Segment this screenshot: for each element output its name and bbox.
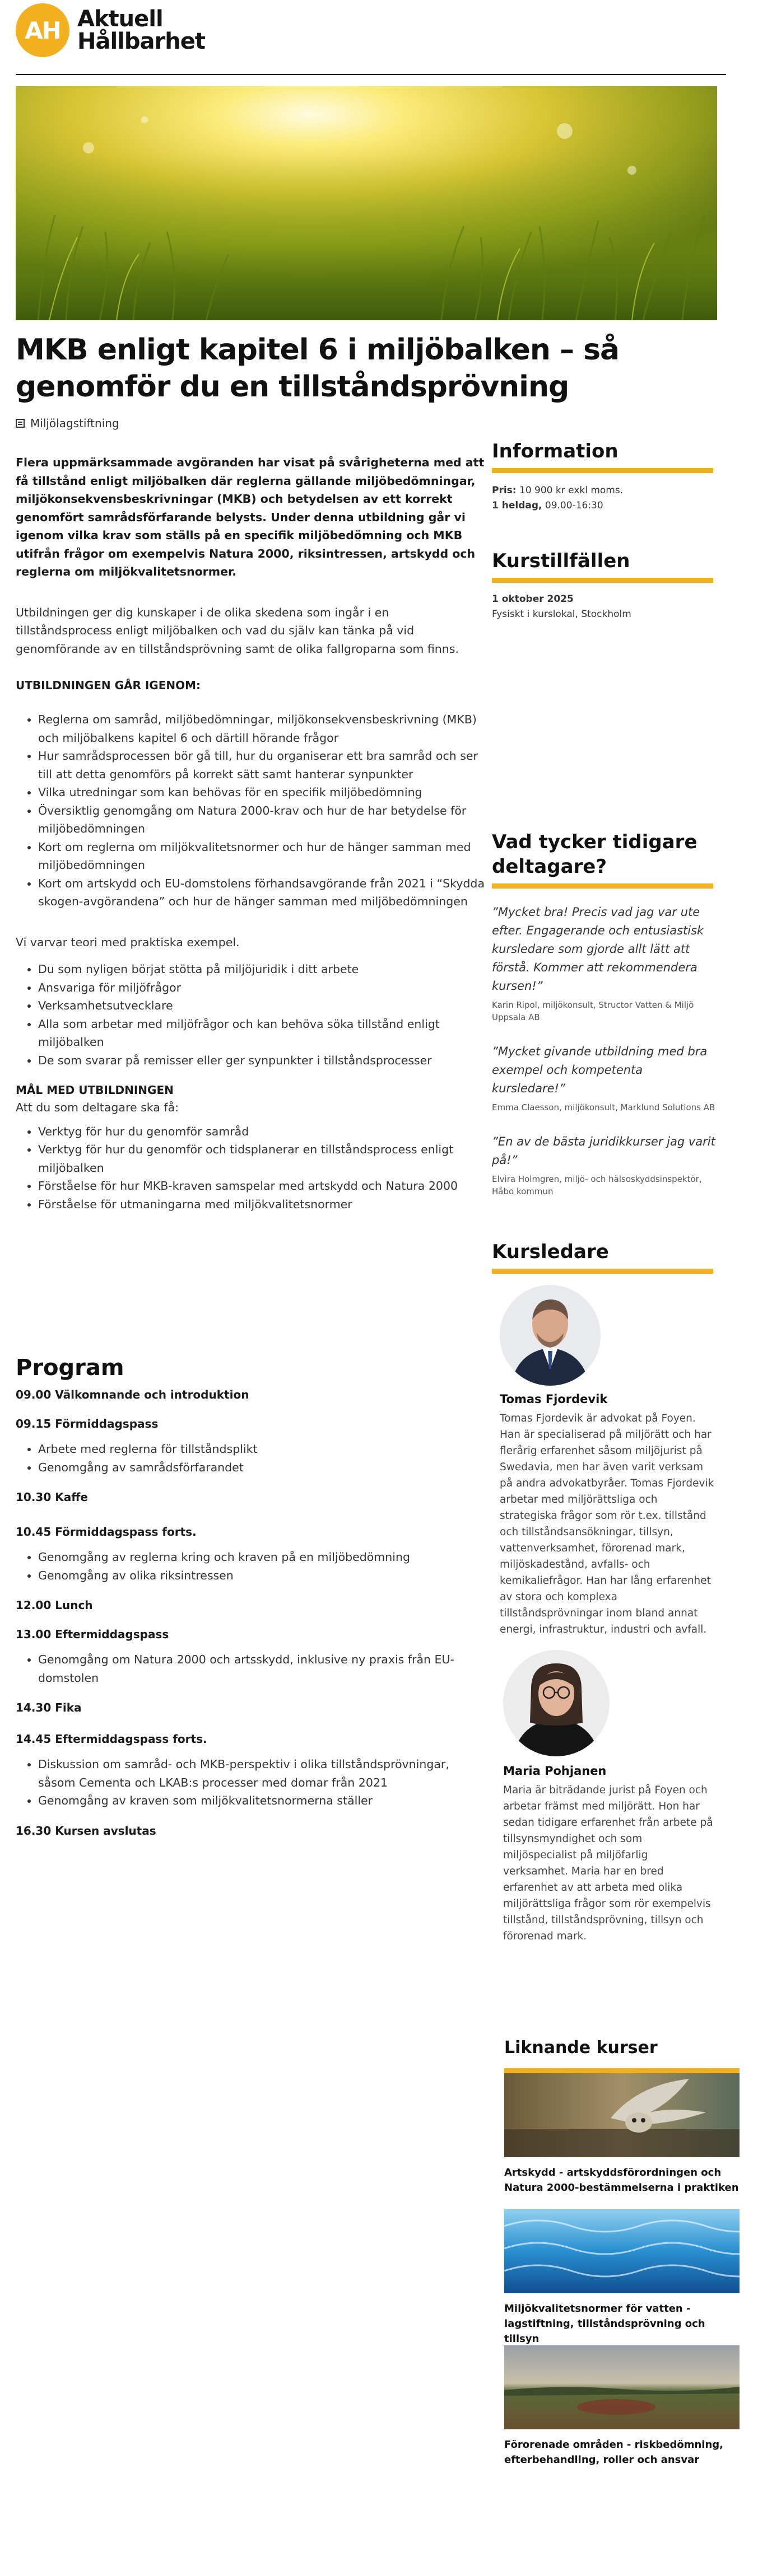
owl-illustration bbox=[504, 2073, 740, 2157]
info-box bbox=[492, 439, 716, 513]
landscape-illustration bbox=[504, 2345, 740, 2429]
teacher-name: Tomas Fjordevik bbox=[500, 1392, 608, 1406]
teacher-portrait-2 bbox=[503, 1650, 610, 1756]
goals-list bbox=[16, 1123, 486, 1214]
goals-heading: MÅL MED UTBILDNINGEN bbox=[16, 1083, 174, 1097]
list-item: • Förståelse för hur MKB-kraven samspelar med artskydd och Natura 2000 bbox=[38, 1177, 486, 1195]
list-item: • Genomgång av reglerna kring och kraven på en miljöbedömning bbox=[38, 1548, 486, 1567]
price-value: 10 900 kr exkl moms. bbox=[519, 485, 624, 496]
list-item: • Verktyg för hur du genomför och tidsplanerar en tillståndsprocess enligt miljöbalken bbox=[38, 1140, 486, 1177]
list-item: • Verktyg för hur du genomför samråd bbox=[38, 1123, 486, 1141]
similar-course-card[interactable] bbox=[504, 2209, 740, 2346]
program-heading: Program bbox=[16, 1355, 124, 1381]
accent-bar bbox=[492, 578, 713, 583]
list-item: • Arbete med reglerna för tillståndsplikt bbox=[38, 1440, 486, 1458]
program-slot: 13.00 Eftermiddagspass bbox=[16, 1628, 169, 1641]
list-item: • Vilka utredningar som kan behövas för en specifik miljöbedömning bbox=[38, 783, 486, 802]
program-slot: 09.00 Välkomnande och introduktion bbox=[16, 1388, 249, 1401]
building-icon bbox=[16, 419, 25, 428]
header-divider bbox=[16, 74, 726, 75]
list-item: • De som svarar på remisser eller ger synpunkter i tillståndsprocesser bbox=[38, 1051, 486, 1070]
duration-value: 09.00-16:30 bbox=[545, 500, 603, 511]
logo-line-1: Aktuell bbox=[77, 6, 163, 32]
teachers bbox=[492, 1240, 716, 1944]
hero-image bbox=[16, 86, 717, 320]
program-slot-items bbox=[16, 1548, 486, 1584]
teacher-portrait-1 bbox=[500, 1285, 601, 1386]
card-image bbox=[504, 2073, 740, 2157]
teacher-bio: Maria är biträdande jurist på Foyen och arbetar främst med miljörätt. Hon har sedan tidigare erfarenhet från arbete på tillsynsmyndighet och som miljöspecialist på miljöfarlig verksamhet. Maria har en bred erfarenhet av att arbeta med olika miljörättsliga frågor som rör exempelvis tillstånd, tillståndsprövning, tillsyn och förorenad mark. bbox=[503, 1784, 713, 1942]
lead-paragraph: Flera uppmärksammade avgöranden har visat på svårigheterna med att få tillstånd enligt miljöbalken där reglerna gällande miljöbedömningar, miljökonsekvensbeskrivningar (MKB) och betydelsen av ett korrekt genomfört samrådsförfarande belysts. Under denna utbildning går vi igenom vilka krav som ställs på en specifik miljöbedömning och MKB utifrån frågor om exempelvis Natura 2000, riksintressen, artskydd och reglerna om miljökvalitetsnormer. bbox=[16, 456, 485, 578]
course-location: Fysiskt i kurslokal, Stockholm bbox=[492, 609, 631, 620]
reviews bbox=[492, 830, 716, 1198]
duration-line bbox=[492, 498, 716, 513]
program-slot: 12.00 Lunch bbox=[16, 1598, 93, 1612]
course-dates bbox=[492, 549, 716, 622]
publisher-label: Miljölagstiftning bbox=[30, 417, 119, 430]
page-title: MKB enligt kapitel 6 i miljöbalken – så genomför du en tillståndsprövning bbox=[16, 333, 620, 404]
topics-list bbox=[16, 710, 486, 911]
program-slot: 14.45 Eftermiddagspass forts. bbox=[16, 1732, 207, 1746]
review-quote: ”En av de bästa juridikkurser jag varit på!” bbox=[492, 1135, 715, 1167]
list-item: • Du som nyligen börjat stötta på miljöjuridik i ditt arbete bbox=[38, 960, 486, 979]
list-item: • Diskussion om samråd- och MKB-perspektiv i olika tillståndsprövningar, såsom Cementa och LKAB:s processer med domar från 2021 bbox=[38, 1755, 486, 1792]
program-slot-items bbox=[16, 1755, 486, 1810]
publisher[interactable] bbox=[16, 417, 119, 430]
accent-bar bbox=[492, 1269, 713, 1274]
logo-line-2: Hållbarhet bbox=[77, 29, 205, 54]
program-slot: 16.30 Kursen avslutas bbox=[16, 1824, 156, 1838]
list-item: • Verksamhetsutvecklare bbox=[38, 997, 486, 1015]
card-image bbox=[504, 2209, 740, 2293]
program-slot: 14.30 Fika bbox=[16, 1701, 82, 1714]
logo-text bbox=[77, 8, 205, 53]
review-quote: ”Mycket bra! Precis vad jag var ute efter. Engagerande och entusiastisk kursledare som gjorde allt lätt att förstå. Kommer att rekommendera kursen!” bbox=[492, 905, 704, 993]
teacher-name: Maria Pohjanen bbox=[503, 1764, 607, 1778]
intro-paragraph: Utbildningen ger dig kunskaper i de olika skedena som ingår i en tillståndsprocess enligt miljöbalken och vad du själv kan tänka på vid genomförande av en tillståndsprövning samt de olika fallgroparna som finns. bbox=[16, 605, 459, 656]
similar-course-card[interactable] bbox=[504, 2073, 740, 2195]
review-author: Elvira Holmgren, miljö- och hälsoskyddsinspektör, Håbo kommun bbox=[492, 1174, 702, 1196]
accent-bar bbox=[504, 2068, 740, 2073]
accent-bar bbox=[492, 468, 713, 473]
goals-intro: Att du som deltagare ska få: bbox=[16, 1101, 179, 1114]
course-date[interactable]: 1 oktober 2025 bbox=[492, 593, 574, 605]
list-item: • Kort om reglerna om miljökvalitetsnormer och hur de hänger samman med miljöbedömningen bbox=[38, 838, 486, 875]
program-slot: 10.30 Kaffe bbox=[16, 1490, 88, 1504]
accent-bar bbox=[492, 883, 713, 889]
list-item: • Reglerna om samråd, miljöbedömningar, miljökonsekvensbeskrivning (MKB) och miljöbalkens kapitel 6 och därtill hörande frågor bbox=[38, 710, 486, 747]
list-item: • Ansvariga för miljöfrågor bbox=[38, 979, 486, 997]
list-item: • Genomgång av olika riksintressen bbox=[38, 1567, 486, 1585]
program-slot: 09.15 Förmiddagspass bbox=[16, 1417, 159, 1430]
program-slot-items bbox=[16, 1440, 486, 1476]
list-item: • Genomgång av samrådsförfarandet bbox=[38, 1458, 486, 1477]
topics-heading: UTBILDNINGEN GÅR IGENOM: bbox=[16, 679, 201, 692]
program-schedule bbox=[16, 1386, 486, 1839]
list-item: • Genomgång om Natura 2000 och artsskydd, inklusive ny praxis från EU-domstolen bbox=[38, 1651, 486, 1687]
list-item: • Kort om artskydd och EU-domstolens förhandsavgörande från 2021 i “Skydda skogen-avgörandena” och hur de hänger samman med miljöbedömningen bbox=[38, 875, 486, 911]
water-illustration bbox=[504, 2209, 740, 2293]
course-description bbox=[16, 454, 486, 1213]
teacher-bio: Tomas Fjordevik är advokat på Foyen. Han är specialiserad på miljörätt och har flerårig erfarenhet såsom miljöjurist på Swedavia, men har även varit verksam på andra advokatbyråer. Tomas Fjordevik arbetar med miljörättsliga och strategiska frågor som rör t.ex. tillstånd och tillståndsansökningar, tillsyn, vattenverksamhet, förorenad mark, miljöskadestånd, avfalls- och kemikaliefrågor. Han har lång erfarenhet av stora och komplexa tillståndsprövningar inom bland annat energi, infrastruktur, industri och avfall. bbox=[500, 1413, 714, 1635]
avatar bbox=[500, 1285, 601, 1386]
program-slot: 10.45 Förmiddagspass forts. bbox=[16, 1525, 197, 1539]
teachers-heading: Kursledare bbox=[492, 1241, 609, 1263]
similar-course-card[interactable] bbox=[504, 2345, 740, 2467]
review-author: Karin Ripol, miljökonsult, Structor Vatten & Miljö Uppsala AB bbox=[492, 1000, 694, 1022]
list-item: • Förståelse för utmaningarna med miljökvalitetsnormer bbox=[38, 1195, 486, 1214]
list-item: • Genomgång av kraven som miljökvalitetsnormerna ställer bbox=[38, 1792, 486, 1810]
card-title[interactable]: Förorenade områden - riskbedömning, efterbehandling, roller och ansvar bbox=[504, 2439, 723, 2466]
card-title[interactable]: Artskydd - artskyddsförordningen och Natura 2000-bestämmelserna i praktiken bbox=[504, 2167, 739, 2194]
site-logo[interactable] bbox=[16, 3, 205, 57]
list-item: • Översiktlig genomgång om Natura 2000-krav och hur de har betydelse för miljöbedömningen bbox=[38, 802, 486, 838]
card-image bbox=[504, 2345, 740, 2429]
audience-list bbox=[16, 960, 486, 1069]
program-slot-items bbox=[16, 1651, 486, 1687]
price-line bbox=[492, 483, 716, 498]
logo-badge: AH bbox=[16, 3, 69, 57]
dates-heading: Kurstillfällen bbox=[492, 550, 630, 572]
similar-heading: Liknande kurser bbox=[504, 2038, 658, 2058]
price-label: Pris: bbox=[492, 485, 517, 496]
hero-grass-illustration bbox=[16, 86, 717, 320]
card-title[interactable]: Miljökvalitetsnormer för vatten - lagstiftning, tillståndsprövning och tillsyn bbox=[504, 2303, 705, 2345]
duration-label: 1 heldag, bbox=[492, 500, 542, 511]
review-author: Emma Claesson, miljökonsult, Marklund Solutions AB bbox=[492, 1102, 715, 1112]
review-quote: ”Mycket givande utbildning med bra exempel och kompetenta kursledare!” bbox=[492, 1045, 708, 1095]
list-item: • Alla som arbetar med miljöfrågor och kan behöva söka tillstånd enligt miljöbalken bbox=[38, 1015, 486, 1051]
list-item: • Hur samrådsprocessen bör gå till, hur du organiserar ett bra samråd och ser till att detta genomförs på korrekt sätt samt hanterar synpunkter bbox=[38, 747, 486, 783]
reviews-heading: Vad tycker tidigare deltagare? bbox=[492, 831, 697, 878]
audience-intro: Vi varvar teori med praktiska exempel. bbox=[16, 935, 240, 949]
avatar bbox=[503, 1650, 610, 1756]
info-heading: Information bbox=[492, 440, 619, 462]
